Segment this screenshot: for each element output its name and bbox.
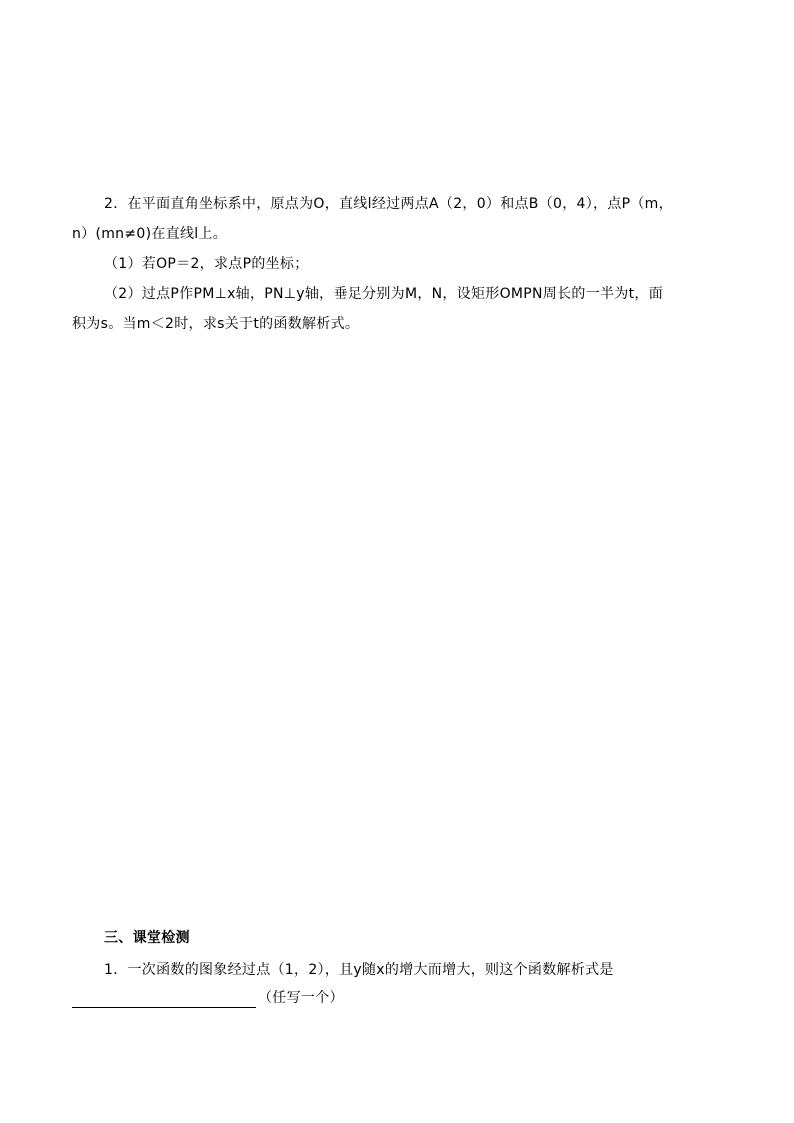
check-question-1-line-2 [72,988,344,1008]
section-3-heading: 三、课堂检测 [104,930,190,946]
problem-2-text-line-2: n）(mn≠0)在直线l上。 [72,226,228,242]
problem-2-subquestion-2-line-2: 积为s。当m＜2时，求s关于t的函数解析式。 [72,316,360,332]
answer-blank[interactable] [72,989,256,1008]
check-question-1-line-1: 1．一次函数的图象经过点（1，2），且y随x的增大而增大，则这个函数解析式是 [104,962,614,978]
problem-2-subquestion-2-line-1: （2）过点P作PM⊥x轴，PN⊥y轴，垂足分别为M，N，设矩形OMPN周长的一半为t，面 [104,286,663,302]
answer-hint: （任写一个） [258,990,344,1006]
problem-2-text-line-1: 2．在平面直角坐标系中，原点为O，直线l经过两点A（2，0）和点B（0，4），点P（m， [104,196,673,212]
problem-2-subquestion-1: （1）若OP＝2，求点P的坐标； [104,256,309,272]
